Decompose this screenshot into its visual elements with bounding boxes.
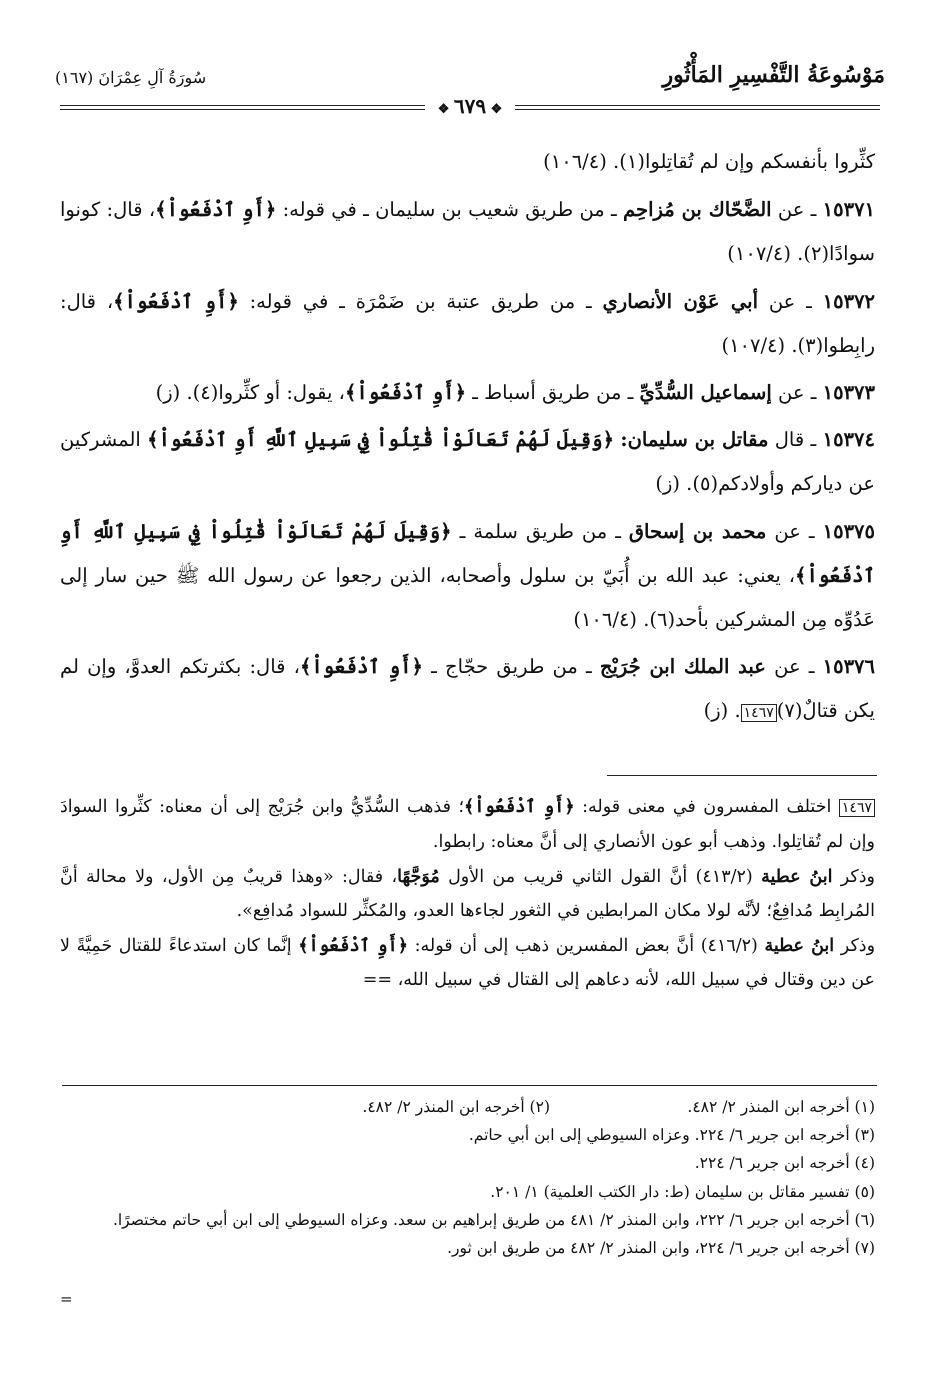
note-number-box: ١٤٦٧ xyxy=(839,799,875,817)
paragraph-continuation: كثِّروا بأنفسكم وإن لم تُقاتِلوا(١). (١٠٦/٤) xyxy=(543,150,875,173)
quran-quote: ﴿وَقِيلَ لَهُمْ تَعَالَوْاْ قَٰتِلُواْ فِي سَبِيلِ ٱللَّهِ أَوِ ٱدْفَعُواْ﴾ xyxy=(60,519,875,587)
note-reference-box: ١٤٦٧ xyxy=(741,704,777,722)
header-rule-left xyxy=(60,105,425,110)
main-text xyxy=(60,140,875,739)
narrator-name: إسماعيل السُّدِّيِّ xyxy=(639,381,772,405)
page-number-bar xyxy=(60,94,880,120)
quran-quote: ﴿أَوِ ٱدْفَعُواْ﴾ xyxy=(113,289,239,313)
editor-notes xyxy=(60,790,875,997)
quran-quote: ﴿أَوِ ٱدْفَعُواْ﴾ xyxy=(299,655,423,679)
hadith-entry: ١٥٣٧٣ ـ عن إسماعيل السُّدِّيِّ ـ من طريق أسباط ـ ﴿أَوِ ٱدْفَعُواْ﴾، يقول: أو كثِّروا(٤). (ز) xyxy=(155,381,875,405)
footnote: (٢) أخرجه ابن المنذر ٢/ ٤٨٢. xyxy=(362,1098,550,1116)
hadith-entry: ١٥٣٧٥ ـ عن محمد بن إسحاق ـ من طريق سلمة ـ ﴿وَقِيلَ لَهُمْ تَعَالَوْاْ قَٰتِلُواْ فِي سَبِيلِ ٱللَّهِ أَوِ ٱدْفَعُواْ﴾، يعني: عبد الله بن أُبَيّ بن سلول وأصحابه، الذين رجعوا عن رسول الله ﷺ حين سار إلى عَدُوِّه مِن المشركين بأحد(٦). (١٠٦/٤) xyxy=(60,519,875,632)
narrator-name: محمد بن إسحاق xyxy=(628,519,767,543)
hadith-entry: ١٥٣٧٤ ـ قال مقاتل بن سليمان: ﴿وَقِيلَ لَهُمْ تَعَالَوْاْ قَٰتِلُواْ فِي سَبِيلِ ٱللَّهِ أَوِ ٱدْفَعُواْ﴾ المشركين عن دياركم وأولادكم(٥). (ز) xyxy=(60,428,875,496)
footnote: (٤) أخرجه ابن جرير ٦/ ٢٢٤. xyxy=(694,1154,875,1173)
footnote: (٥) تفسير مقاتل بن سليمان (ط: دار الكتب العلمية) ١/ ٢٠١. xyxy=(490,1182,875,1201)
hadith-entry: ١٥٣٧١ ـ عن الضَّحّاك بن مُزاحِم ـ من طريق شعيب بن سليمان ـ في قوله: ﴿أَوِ ٱدْفَعُواْ﴾، قال: كونوا سوادًا(٢). (١٠٧/٤) xyxy=(60,198,876,266)
footnotes xyxy=(60,1093,875,1262)
narrator-name: الضَّحّاك بن مُزاحِم xyxy=(623,198,772,222)
hadith-entry: ١٥٣٧٦ ـ عن عبد الملك ابن جُرَيْج ـ من طريق حجّاج ـ ﴿أَوِ ٱدْفَعُواْ﴾، قال: بكثرتكم العدوَّ، وإن لم يكن قتالٌ(٧)١٤٦٧. (ز) xyxy=(60,655,876,723)
ornament-icon: ❖ xyxy=(486,102,503,117)
surah-title: سُورَةُ آلِ عِمْرَانَ (١٦٧) xyxy=(55,68,207,87)
scholar-name: ابنُ عطية xyxy=(761,866,833,887)
narrator-name: أبي عَوْن الأنصاري xyxy=(602,289,758,313)
footnote: (١) أخرجه ابن المنذر ٢/ ٤٨٢. xyxy=(687,1098,875,1116)
header-rule-right xyxy=(515,105,880,110)
quran-quote: ﴿أَوِ ٱدْفَعُواْ﴾ xyxy=(155,198,277,222)
note-paragraph: ١٤٦٧ اختلف المفسرون في معنى قوله: ﴿أَوِ ٱدْفَعُواْ﴾؛ فذهب السُّدِّيُّ وابن جُرَيْج إلى أن معناه: كثِّروا السوادَ وإن لم تُقاتِلوا. وذهب أبو عون الأنصاري إلى أنَّ معناه: رابطوا. xyxy=(60,797,875,853)
footnote: (٧) أخرجه ابن جرير ٦/ ٢٢٤، وابن المنذر ٢/ ٤٨٢ من طريق ابن ثور. xyxy=(447,1239,875,1258)
narrator-name: عبد الملك ابن جُرَيْج xyxy=(599,655,766,679)
page-number: ❖ ٦٧٩ ❖ xyxy=(437,94,503,118)
quran-quote: ﴿أَوِ ٱدْفَعُواْ﴾ xyxy=(464,797,575,817)
footnotes-separator xyxy=(62,1085,877,1086)
continuation-mark: = xyxy=(60,1290,73,1308)
scholar-name: ابنُ عطية xyxy=(764,935,835,956)
note-paragraph: وذكر ابنُ عطية (٤١٣/٢) أنَّ القول الثاني قريب من الأول مُوَجَّهًا، فقال: «وهذا قريبٌ مِن الأول، ولا محالة أنَّ المُرابِط مُدافِعٌ؛ لأنَّه لولا مكان المرابطين في الثغور لجاءها العدو، والمُكثِّر للسواد مُدافِع». xyxy=(60,866,876,922)
footnote: (٣) أخرجه ابن جرير ٦/ ٢٢٤. وعزاه السيوطي إلى ابن أبي حاتم. xyxy=(468,1126,875,1145)
narrator-name: مقاتل بن سليمان: xyxy=(620,428,769,452)
hadith-entry: ١٥٣٧٢ ـ عن أبي عَوْن الأنصاري ـ من طريق عتبة بن ضَمْرَة ـ في قوله: ﴿أَوِ ٱدْفَعُواْ﴾، قال: رابِطوا(٣). (١٠٧/٤) xyxy=(60,289,876,357)
notes-separator xyxy=(607,775,877,776)
book-title: مَوْسُوعَةُ التَّفْسِيرِ المَأْثُورِ xyxy=(662,62,885,88)
ornament-icon: ❖ xyxy=(437,102,454,117)
footnote-row xyxy=(60,1093,875,1121)
quran-quote: ﴿أَوِ ٱدْفَعُواْ﴾ xyxy=(344,381,467,405)
footnote: (٦) أخرجه ابن جرير ٦/ ٢٢٢، وابن المنذر ٢/ ٤٨١ من طريق إبراهيم بن سعد. وعزاه السيوطي إلى ابن أبي حاتم مختصرًا. xyxy=(112,1210,875,1229)
note-paragraph: وذكر ابنُ عطية (٤١٦/٢) أنَّ بعض المفسرين ذهب إلى أن قوله: ﴿أَوِ ٱدْفَعُواْ﴾ إنَّما كان استدعاءً للقتال حَمِيَّةً لا عن دين وقتال في سبيل الله، لأنه دعاهم إلى القتال في سبيل الله، == xyxy=(60,935,876,991)
quran-quote: ﴿وَقِيلَ لَهُمْ تَعَالَوْاْ قَٰتِلُواْ فِي سَبِيلِ ٱللَّهِ أَوِ ٱدْفَعُواْ﴾ xyxy=(147,428,615,452)
quran-quote: ﴿أَوِ ٱدْفَعُواْ﴾ xyxy=(298,935,408,956)
